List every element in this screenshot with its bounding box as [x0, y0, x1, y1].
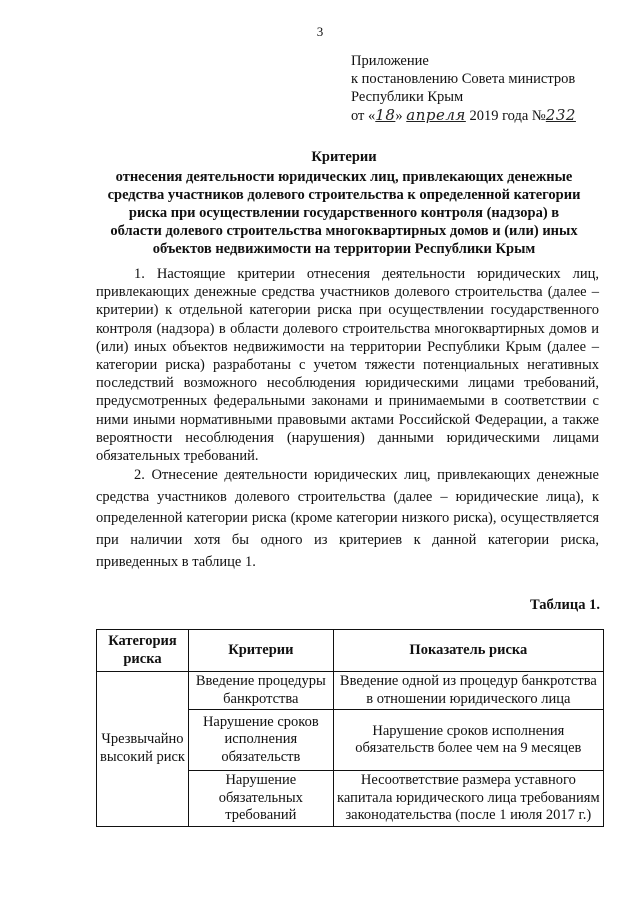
table-row: [97, 672, 604, 710]
appendix-resolution-ref: к постановлению Совета министров: [351, 71, 576, 87]
criterion-cell: Введение процедуры банкротства: [188, 672, 333, 710]
document-title: [90, 148, 598, 258]
date-month-handwritten: апреля: [406, 106, 466, 124]
criterion-cell: Нарушение сроков исполнения обязательств: [188, 710, 333, 771]
date-day-handwritten: 18: [375, 106, 396, 124]
title-subtitle-line: риска при осуществлении государственного контроля (надзора) в: [128, 205, 560, 221]
header-category: Категория риска: [97, 630, 189, 672]
indicator-cell: Введение одной из процедур банкротства в отношении юридического лица: [333, 672, 603, 710]
indicator-cell: Несоответствие размера уставного капитала юридического лица требованиям законодательства (после 1 июля 2017 г.): [333, 771, 603, 827]
header-criteria: Критерии: [188, 630, 333, 672]
appendix-republic: Республики Крым: [351, 89, 464, 105]
risk-category-cell: Чрезвычайно высокий риск: [97, 672, 189, 827]
appendix-block: [351, 52, 576, 125]
page-number: 3: [316, 24, 324, 39]
header-indicator: Показатель риска: [333, 630, 603, 672]
risk-criteria-table: [96, 629, 604, 827]
date-prefix: от «: [351, 108, 376, 124]
resolution-number-handwritten: 232: [545, 106, 576, 124]
appendix-title: Приложение: [351, 53, 429, 69]
title-main: Критерии: [311, 149, 377, 165]
table-caption: Таблица 1.: [529, 597, 600, 613]
indicator-cell: Нарушение сроков исполнения обязательств более чем на 9 месяцев: [333, 710, 603, 771]
paragraph-1: 1. Настоящие критерии отнесения деятельности юридических лиц, привлекающих денежные средства участников долевого строительства (далее – критерии) к отдельной категории риска при осуществлении государственного контроля (надзора) в области долевого строительства многоквартирных домов и (или) иных объектов недвижимости на территории Республики Крым (далее – категории риска) разработаны с учетом тяжести потенциальных негативных последствий возможного несоблюдения юридическими лицами требований, предусмотренных федеральными законами и принимаемыми в соответствии с ними иными нормативными правовыми актами Российской Федерации, а также вероятности несоблюдения (нарушения) данными юридическими лицами обязательных требований.: [96, 266, 599, 465]
title-subtitle-line: отнесения деятельности юридических лиц, привлекающих денежные: [115, 169, 573, 185]
title-subtitle-line: средства участников долевого строительства к определенной категории: [107, 187, 581, 203]
table-header-row: [97, 630, 604, 672]
paragraph-2: 2. Отнесение деятельности юридических лиц, привлекающих денежные средства участников долевого строительства (далее – юридические лица), к определенной категории риска (кроме категории низкого риска), осуществляется при наличии хотя бы одного из критериев к данной категории риска, приведенных в таблице 1.: [96, 467, 599, 570]
date-close-quote: »: [395, 108, 403, 124]
title-subtitle-line: области долевого строительства многоквартирных домов и (или) иных: [110, 223, 578, 239]
body-text: [96, 265, 599, 573]
appendix-date-line: [351, 106, 576, 125]
date-year: 2019 года №: [469, 108, 546, 124]
criterion-cell: Нарушение обязательных требований: [188, 771, 333, 827]
title-subtitle-line: объектов недвижимости на территории Республики Крым: [152, 241, 536, 257]
